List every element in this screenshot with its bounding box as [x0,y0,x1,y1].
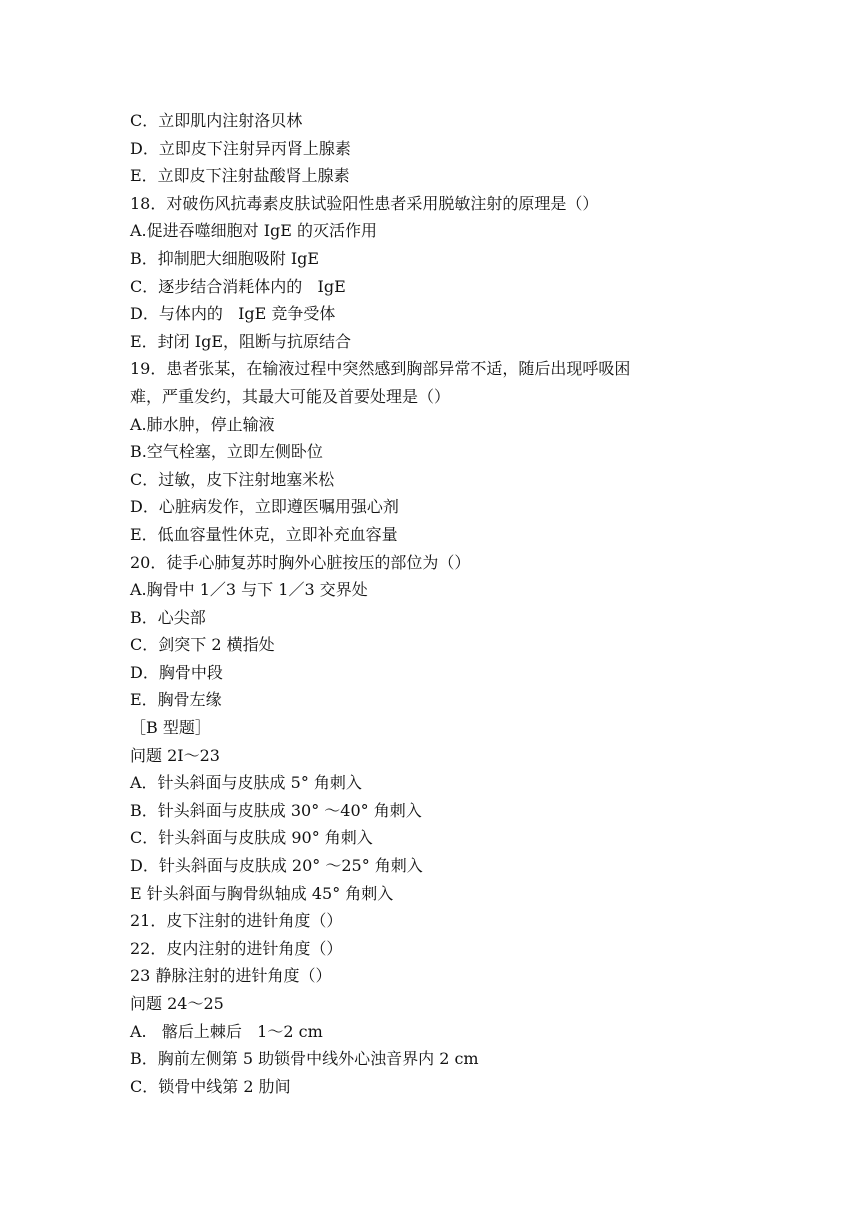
option-line: C．针头斜面与皮肤成 90° 角刺入 [130,828,373,848]
question-23: 23 静脉注射的进针角度（） [130,966,332,986]
question-group-heading: 问题 24～25 [130,994,224,1013]
option-line: E．胸骨左缘 [130,690,222,710]
option-line: B．抑制肥大细胞吸附 IgE [130,248,320,268]
section-heading: ［B 型题］ [130,718,211,738]
question-22: 22．皮内注射的进针角度（） [130,938,343,958]
option-line: D．立即皮下注射异丙肾上腺素 [130,138,351,158]
question-19: 19．患者张某，在输液过程中突然感到胸部异常不适，随后出现呼吸困 [130,359,631,379]
document-body [130,107,730,1100]
option-line: D．与体内的 IgE 竞争受体 [130,304,336,324]
option-line: B.空气栓塞，立即左侧卧位 [130,442,323,462]
option-line: C．剑突下 2 横指处 [130,635,275,655]
option-line: A.肺水肿，停止输液 [130,414,275,434]
option-line: C．过敏，皮下注射地塞米松 [130,469,335,489]
option-line: E．封闭 IgE，阻断与抗原结合 [130,331,352,351]
option-line: D．针头斜面与皮肤成 20° ～25° 角刺入 [130,856,423,876]
question-21: 21．皮下注射的进针角度（） [130,911,343,931]
option-line: B．针头斜面与皮肤成 30° ～40° 角刺入 [130,800,422,820]
question-group-heading: 问题 2I～23 [130,745,220,765]
option-line: A. 髂后上棘后 1～2 cm [130,1021,323,1041]
option-line: B．心尖部 [130,607,206,627]
option-line: B．胸前左侧第 5 助锁骨中线外心浊音界内 2 cm [130,1049,479,1069]
option-line: C．立即肌内注射洛贝林 [130,111,303,130]
option-line: D．心脏病发作，立即遵医嘱用强心剂 [130,497,399,517]
option-line: C．锁骨中线第 2 肋间 [130,1076,291,1096]
option-line: A．针头斜面与皮肤成 5° 角刺入 [130,773,362,793]
option-line: E．立即皮下注射盐酸肾上腺素 [130,166,350,186]
option-line: A.促进吞噬细胞对 IgE 的灭活作用 [130,221,378,241]
option-line: D．胸骨中段 [130,662,223,682]
question-19-continued: 难，严重发约，其最大可能及首要处理是（） [130,386,451,406]
question-18: 18．对破伤风抗毒素皮肤试验阳性患者采用脱敏注射的原理是（） [130,193,599,213]
question-20: 20．徒手心肺复苏时胸外心脏按压的部位为（） [130,552,471,572]
option-line: E 针头斜面与胸骨纵轴成 45° 角刺入 [130,883,394,903]
option-line: C．逐步结合消耗体内的 IgE [130,276,346,296]
option-line: E．低血容量性休克，立即补充血容量 [130,524,398,544]
option-line: A.胸骨中 1／3 与下 1／3 交界处 [130,580,368,600]
